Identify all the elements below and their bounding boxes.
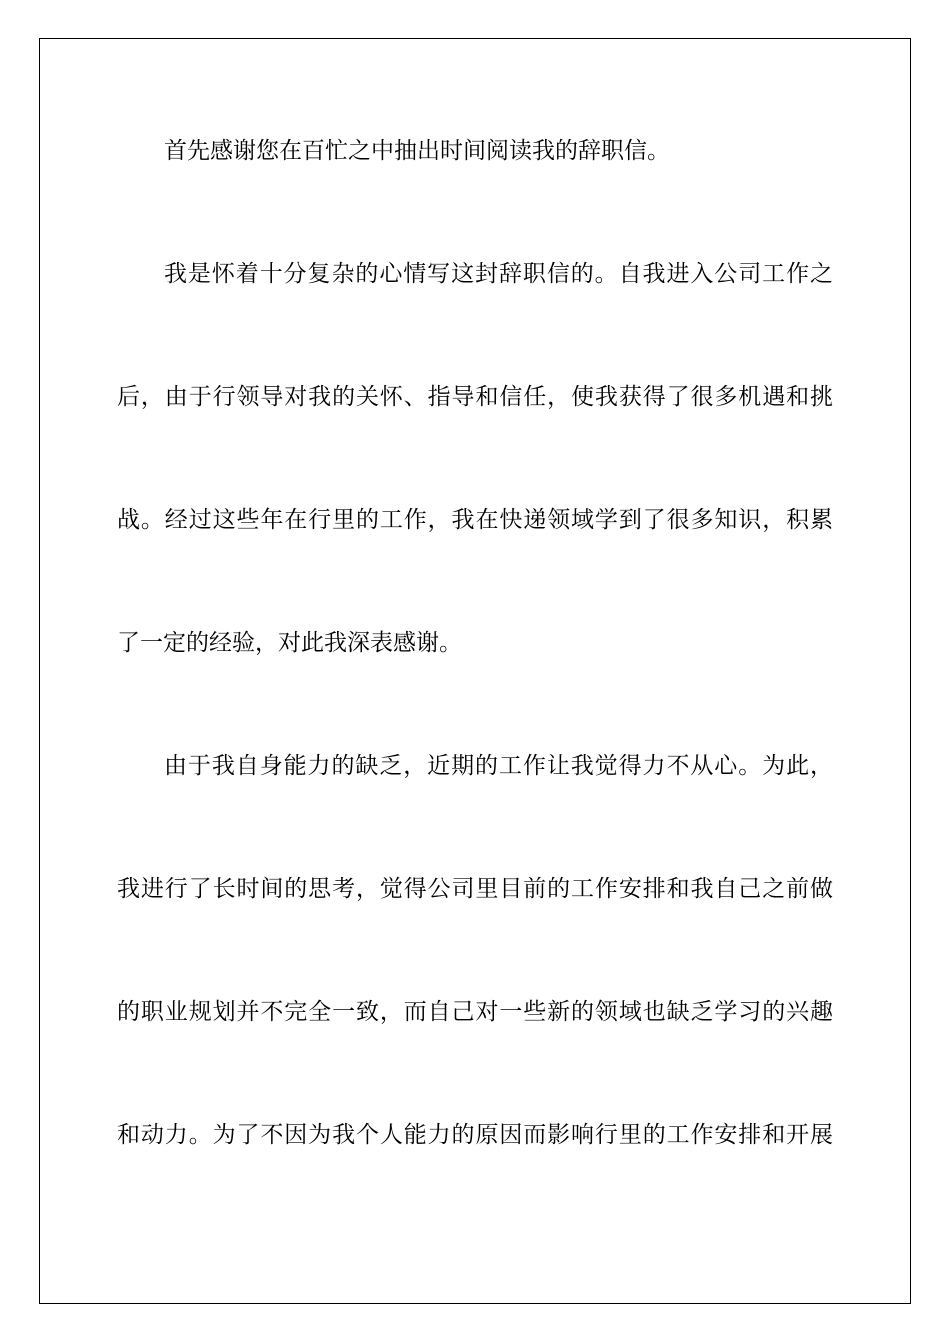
page-frame — [39, 38, 911, 1304]
paragraph-2-line-1: 我是怀着十分复杂的心情写这封辞职信的。自我进入公司工作之 — [164, 261, 833, 287]
paragraph-3-line-2: 我进行了长时间的思考，觉得公司里目前的工作安排和我自己之前做 — [117, 876, 833, 902]
paragraph-2-line-3: 战。经过这些年在行里的工作，我在快递领域学到了很多知识，积累 — [117, 507, 833, 533]
paragraph-2-line-2: 后，由于行领导对我的关怀、指导和信任，使我获得了很多机遇和挑 — [117, 384, 833, 410]
paragraph-2-line-4: 了一定的经验，对此我深表感谢。 — [117, 630, 462, 656]
paragraph-1-line-1: 首先感谢您在百忙之中抽出时间阅读我的辞职信。 — [164, 138, 670, 164]
paragraph-3-line-3: 的职业规划并不完全一致，而自己对一些新的领域也缺乏学习的兴趣 — [117, 999, 833, 1025]
paragraph-3-line-1: 由于我自身能力的缺乏，近期的工作让我觉得力不从心。为此， — [164, 753, 833, 779]
paragraph-3-line-4: 和动力。为了不因为我个人能力的原因而影响行里的工作安排和开展 — [117, 1122, 833, 1148]
